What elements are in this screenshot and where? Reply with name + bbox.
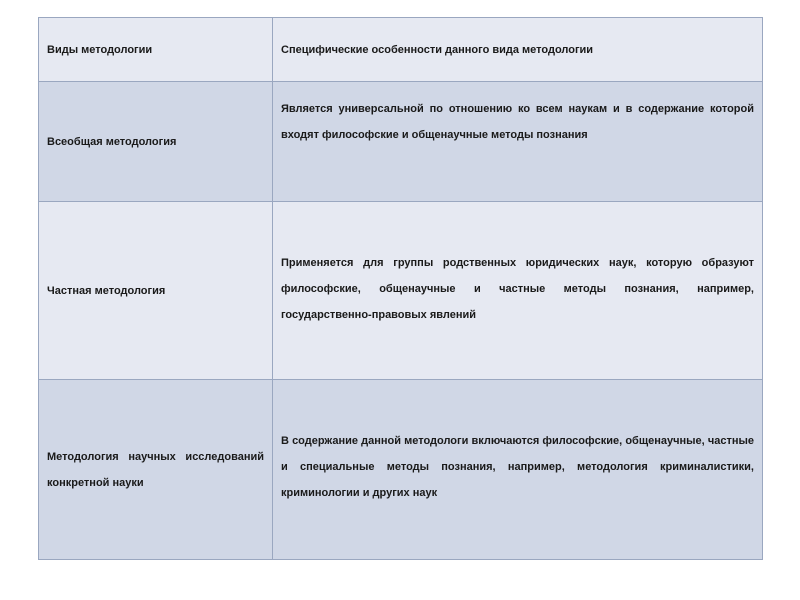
methodology-table [38,17,763,560]
row-type-cell: Методология научных исследований конкретной науки [39,380,273,560]
row-description-cell: Применяется для группы родственных юридических наук, которую образуют философские, общенаучные и частные методы познания, например, государственно-правовых явлений [273,202,763,380]
table-row [39,82,763,202]
header-cell-types: Виды методологии [39,18,273,82]
table-row [39,380,763,560]
header-cell-features: Специфические особенности данного вида методологии [273,18,763,82]
table-header-row [39,18,763,82]
row-description-cell: В содержание данной методологи включаются философские, общенаучные, частные и специальные методы познания, например, методология криминалистики, криминологии и других наук [273,380,763,560]
row-type-cell: Частная методология [39,202,273,380]
row-type-cell: Всеобщая методология [39,82,273,202]
row-description-cell: Является универсальной по отношению ко всем наукам и в содержание которой входят философские и общенаучные методы познания [273,82,763,202]
table-row [39,202,763,380]
